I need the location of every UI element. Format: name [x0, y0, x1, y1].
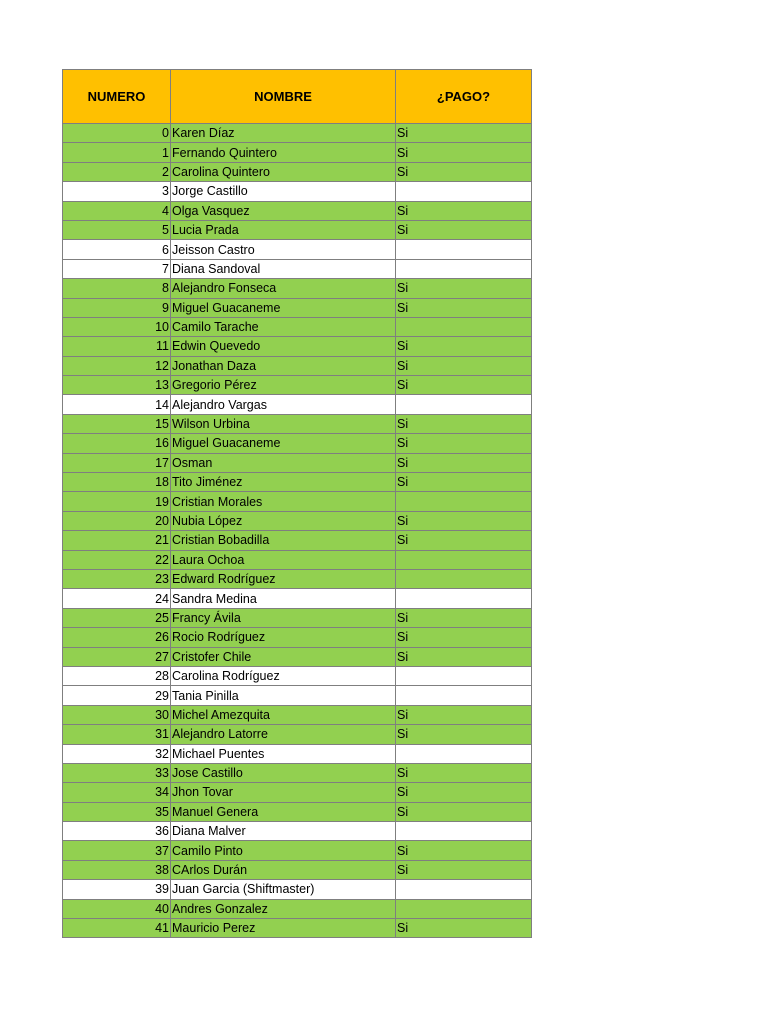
pago-cell[interactable]: Si: [396, 201, 532, 220]
table-row: [63, 143, 532, 162]
nombre-cell[interactable]: Sandra Medina: [171, 589, 396, 608]
table-row: [63, 298, 532, 317]
table-row: [63, 356, 532, 375]
pago-cell[interactable]: [396, 686, 532, 705]
nombre-cell[interactable]: Miguel Guacaneme: [171, 298, 396, 317]
nombre-cell[interactable]: Diana Sandoval: [171, 259, 396, 278]
table-row: [63, 822, 532, 841]
table-row: [63, 666, 532, 685]
numero-cell[interactable]: 18: [63, 473, 171, 492]
pago-cell[interactable]: Si: [396, 647, 532, 666]
pago-cell[interactable]: Si: [396, 220, 532, 239]
pago-cell[interactable]: Si: [396, 434, 532, 453]
table-row: [63, 705, 532, 724]
table-row: [63, 124, 532, 143]
pago-cell[interactable]: [396, 899, 532, 918]
table-row: [63, 279, 532, 298]
table-row: [63, 317, 532, 336]
numero-cell[interactable]: 29: [63, 686, 171, 705]
nombre-cell[interactable]: Alejandro Vargas: [171, 395, 396, 414]
numero-cell[interactable]: 36: [63, 822, 171, 841]
numero-cell[interactable]: 34: [63, 783, 171, 802]
nombre-cell[interactable]: Manuel Genera: [171, 802, 396, 821]
numero-cell[interactable]: 22: [63, 550, 171, 569]
pago-cell[interactable]: Si: [396, 511, 532, 530]
nombre-cell[interactable]: Alejandro Fonseca: [171, 279, 396, 298]
nombre-cell[interactable]: Miguel Guacaneme: [171, 434, 396, 453]
table-row: [63, 608, 532, 627]
table-row: [63, 337, 532, 356]
nombre-cell[interactable]: Edward Rodríguez: [171, 569, 396, 588]
pago-cell[interactable]: Si: [396, 143, 532, 162]
pago-cell[interactable]: [396, 666, 532, 685]
header-nombre[interactable]: NOMBRE: [171, 70, 396, 124]
pago-cell[interactable]: Si: [396, 376, 532, 395]
nombre-cell[interactable]: Mauricio Perez: [171, 919, 396, 938]
table-row: [63, 376, 532, 395]
nombre-cell[interactable]: Tito Jiménez: [171, 473, 396, 492]
header-numero[interactable]: NUMERO: [63, 70, 171, 124]
nombre-cell[interactable]: Andres Gonzalez: [171, 899, 396, 918]
pago-cell[interactable]: [396, 395, 532, 414]
numero-cell[interactable]: 5: [63, 220, 171, 239]
nombre-cell[interactable]: Fernando Quintero: [171, 143, 396, 162]
nombre-cell[interactable]: Camilo Pinto: [171, 841, 396, 860]
table-row: [63, 434, 532, 453]
nombre-cell[interactable]: Cristian Bobadilla: [171, 531, 396, 550]
nombre-cell[interactable]: Jonathan Daza: [171, 356, 396, 375]
numero-cell[interactable]: 31: [63, 725, 171, 744]
numero-cell[interactable]: 10: [63, 317, 171, 336]
pago-cell[interactable]: [396, 822, 532, 841]
pago-cell[interactable]: Si: [396, 919, 532, 938]
numero-cell[interactable]: 16: [63, 434, 171, 453]
header-row: [63, 70, 532, 124]
table-row: [63, 589, 532, 608]
table-header: [63, 70, 532, 124]
nombre-cell[interactable]: CArlos Durán: [171, 860, 396, 879]
pago-cell[interactable]: Si: [396, 279, 532, 298]
numero-cell[interactable]: 4: [63, 201, 171, 220]
header-pago[interactable]: ¿PAGO?: [396, 70, 532, 124]
numero-cell[interactable]: 15: [63, 414, 171, 433]
table-row: [63, 763, 532, 782]
nombre-cell[interactable]: Wilson Urbina: [171, 414, 396, 433]
table-row: [63, 783, 532, 802]
numero-cell[interactable]: 28: [63, 666, 171, 685]
numero-cell[interactable]: 32: [63, 744, 171, 763]
table-row: [63, 453, 532, 472]
table-row: [63, 531, 532, 550]
table-row: [63, 201, 532, 220]
numero-cell[interactable]: 2: [63, 162, 171, 181]
table-row: [63, 414, 532, 433]
table-row: [63, 162, 532, 181]
pago-cell[interactable]: Si: [396, 841, 532, 860]
nombre-cell[interactable]: Juan Garcia (Shiftmaster): [171, 880, 396, 899]
table-row: [63, 725, 532, 744]
nombre-cell[interactable]: Jhon Tovar: [171, 783, 396, 802]
nombre-cell[interactable]: Osman: [171, 453, 396, 472]
table-row: [63, 919, 532, 938]
pago-cell[interactable]: [396, 240, 532, 259]
table-row: [63, 647, 532, 666]
numero-cell[interactable]: 9: [63, 298, 171, 317]
pago-cell[interactable]: [396, 182, 532, 201]
pago-cell[interactable]: Si: [396, 628, 532, 647]
table-row: [63, 686, 532, 705]
table-row: [63, 473, 532, 492]
numero-cell[interactable]: 33: [63, 763, 171, 782]
numero-cell[interactable]: 24: [63, 589, 171, 608]
table-row: [63, 492, 532, 511]
numero-cell[interactable]: 40: [63, 899, 171, 918]
numero-cell[interactable]: 30: [63, 705, 171, 724]
nombre-cell[interactable]: Cristofer Chile: [171, 647, 396, 666]
pago-cell[interactable]: Si: [396, 337, 532, 356]
nombre-cell[interactable]: Alejandro Latorre: [171, 725, 396, 744]
table-row: [63, 569, 532, 588]
nombre-cell[interactable]: Carolina Quintero: [171, 162, 396, 181]
pago-cell[interactable]: Si: [396, 414, 532, 433]
numero-cell[interactable]: 19: [63, 492, 171, 511]
numero-cell[interactable]: 39: [63, 880, 171, 899]
numero-cell[interactable]: 23: [63, 569, 171, 588]
pago-cell[interactable]: [396, 880, 532, 899]
pago-cell[interactable]: [396, 569, 532, 588]
nombre-cell[interactable]: Jeisson Castro: [171, 240, 396, 259]
nombre-cell[interactable]: Gregorio Pérez: [171, 376, 396, 395]
pago-cell[interactable]: [396, 259, 532, 278]
pago-cell[interactable]: Si: [396, 453, 532, 472]
nombre-cell[interactable]: Michel Amezquita: [171, 705, 396, 724]
nombre-cell[interactable]: Carolina Rodríguez: [171, 666, 396, 685]
nombre-cell[interactable]: Cristian Morales: [171, 492, 396, 511]
numero-cell[interactable]: 25: [63, 608, 171, 627]
pago-cell[interactable]: Si: [396, 356, 532, 375]
table-row: [63, 899, 532, 918]
pago-cell[interactable]: [396, 589, 532, 608]
nombre-cell[interactable]: Francy Ávila: [171, 608, 396, 627]
nombre-cell[interactable]: Jorge Castillo: [171, 182, 396, 201]
pago-cell[interactable]: Si: [396, 531, 532, 550]
pago-cell[interactable]: Si: [396, 860, 532, 879]
nombre-cell[interactable]: Tania Pinilla: [171, 686, 396, 705]
payment-table: [62, 69, 532, 938]
numero-cell[interactable]: 37: [63, 841, 171, 860]
pago-cell[interactable]: [396, 744, 532, 763]
table-row: [63, 240, 532, 259]
nombre-cell[interactable]: Michael Puentes: [171, 744, 396, 763]
numero-cell[interactable]: 17: [63, 453, 171, 472]
numero-cell[interactable]: 7: [63, 259, 171, 278]
numero-cell[interactable]: 35: [63, 802, 171, 821]
numero-cell[interactable]: 6: [63, 240, 171, 259]
pago-cell[interactable]: Si: [396, 162, 532, 181]
pago-cell[interactable]: Si: [396, 763, 532, 782]
numero-cell[interactable]: 20: [63, 511, 171, 530]
numero-cell[interactable]: 27: [63, 647, 171, 666]
nombre-cell[interactable]: Nubia López: [171, 511, 396, 530]
table-row: [63, 880, 532, 899]
table-row: [63, 628, 532, 647]
numero-cell[interactable]: 1: [63, 143, 171, 162]
numero-cell[interactable]: 8: [63, 279, 171, 298]
table-row: [63, 511, 532, 530]
nombre-cell[interactable]: Laura Ochoa: [171, 550, 396, 569]
nombre-cell[interactable]: Karen Díaz: [171, 124, 396, 143]
nombre-cell[interactable]: Rocio Rodríguez: [171, 628, 396, 647]
pago-cell[interactable]: Si: [396, 473, 532, 492]
nombre-cell[interactable]: Lucia Prada: [171, 220, 396, 239]
table-row: [63, 395, 532, 414]
nombre-cell[interactable]: Edwin Quevedo: [171, 337, 396, 356]
table-body: [63, 124, 532, 938]
numero-cell[interactable]: 11: [63, 337, 171, 356]
pago-cell[interactable]: Si: [396, 298, 532, 317]
table-row: [63, 744, 532, 763]
numero-cell[interactable]: 0: [63, 124, 171, 143]
table-row: [63, 550, 532, 569]
pago-cell[interactable]: Si: [396, 705, 532, 724]
numero-cell[interactable]: 41: [63, 919, 171, 938]
numero-cell[interactable]: 21: [63, 531, 171, 550]
nombre-cell[interactable]: Olga Vasquez: [171, 201, 396, 220]
pago-cell[interactable]: [396, 492, 532, 511]
nombre-cell[interactable]: Diana Malver: [171, 822, 396, 841]
table-row: [63, 259, 532, 278]
table-row: [63, 860, 532, 879]
pago-cell[interactable]: Si: [396, 725, 532, 744]
pago-cell[interactable]: [396, 550, 532, 569]
numero-cell[interactable]: 14: [63, 395, 171, 414]
pago-cell[interactable]: Si: [396, 783, 532, 802]
numero-cell[interactable]: 38: [63, 860, 171, 879]
numero-cell[interactable]: 26: [63, 628, 171, 647]
nombre-cell[interactable]: Camilo Tarache: [171, 317, 396, 336]
numero-cell[interactable]: 13: [63, 376, 171, 395]
table-row: [63, 220, 532, 239]
table-row: [63, 841, 532, 860]
numero-cell[interactable]: 12: [63, 356, 171, 375]
table-row: [63, 182, 532, 201]
pago-cell[interactable]: Si: [396, 608, 532, 627]
pago-cell[interactable]: Si: [396, 124, 532, 143]
numero-cell[interactable]: 3: [63, 182, 171, 201]
pago-cell[interactable]: [396, 317, 532, 336]
nombre-cell[interactable]: Jose Castillo: [171, 763, 396, 782]
pago-cell[interactable]: Si: [396, 802, 532, 821]
table-row: [63, 802, 532, 821]
